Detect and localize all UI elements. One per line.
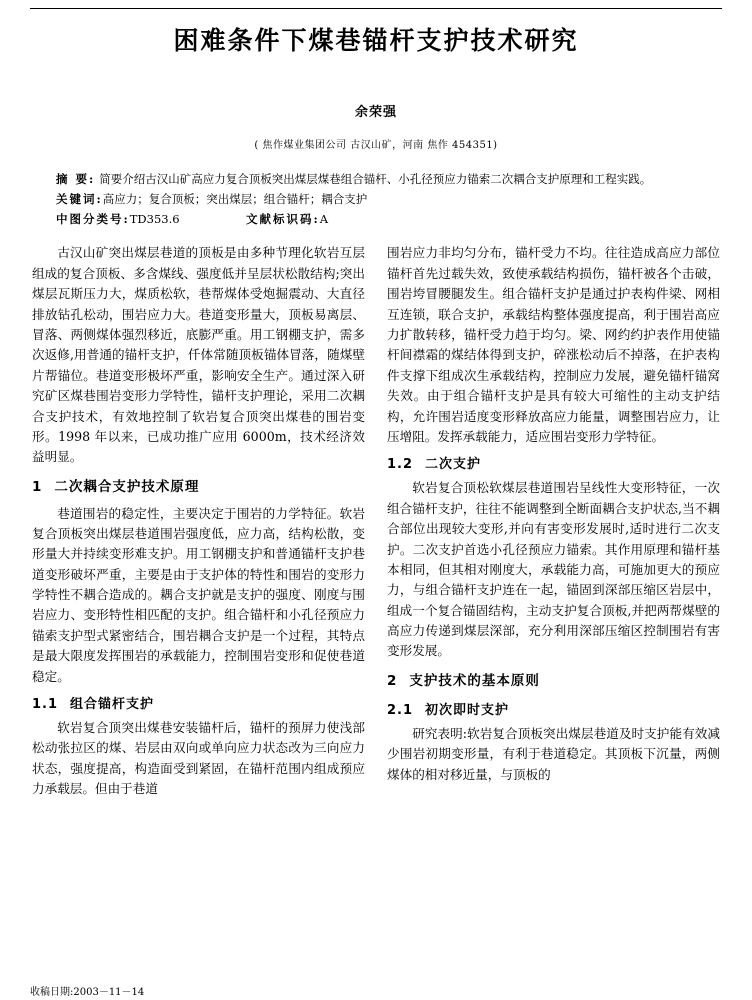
page-title: 困难条件下煤巷锚杆支护技术研究 <box>173 26 579 55</box>
doc-code-value: A <box>319 212 329 227</box>
clc-label: 中图分类号: <box>56 212 130 227</box>
footer <box>30 983 144 998</box>
received-date: 收稿日期:2003－11－14 <box>30 987 145 998</box>
body-paragraph: 巷道围岩的稳定性，主要决定于围岩的力学特征。软岩复合顶板突出煤层巷道围岩强度低，应力高，结构松散，变形量大并持续变形难支护。用工钢棚支护和普通锚杆支护巷道变形破坏严重，主要是由于支护体的特性和围岩的变形力学特性不耦合造成的。耦合支护就是支护的强度、刚度与围岩应力、变形特性相匹配的支护。组合锚杆和小孔径预应力锚索支护型式紧密结合，围岩耦合支护是一个过程，其特点是最大限度发挥围岩的承载能力，控制围岩变形和促使巷道稳定。 <box>32 505 365 684</box>
paper-metadata <box>30 169 722 229</box>
body-paragraph: 研究表明:软岩复合顶板突出煤层巷道及时支护能有效减少围岩初期变形量，有利于巷道稳定。其顶板下沉量，两侧煤体的相对移近量，与顶板的 <box>387 725 720 782</box>
body-paragraph: 软岩复合顶松软煤层巷道围岩呈线性大变形特征，一次组合锚杆支护，往往不能调整到全断面耦合支护状态,当不耦合部位出现较大变形,并向有害变形发展时,适时进行二次支护。二次支护首选小孔径预应力锚索。其作用原理和锚杆基本相同，但其相对刚度大，承载能力高，可施加更大的预应力，与组合锚杆支护连在一起，锚固到深部压缩区岩层中，组成一个复合锚固结构，主动支护复合顶板,并把两帮煤壁的高应力传递到煤层深部，充分利用深部压缩区控制围岩有害变形发展。 <box>387 480 720 659</box>
subsection-heading <box>387 700 720 721</box>
body-paragraph: 围岩应力非均匀分布，锚杆受力不均。往往造成高应力部位锚杆首先过载失效，致使承载结构损伤，锚杆被各个击破，围岩垮冒腰腿发生。组合锚杆支护是通过护表构件梁、网相互连锁，联合支护，承载结构整体强度提高，利于围岩高应力扩散转移，锚杆受力趋于均匀。梁、网约约护表作用使锚杆间襟霜的煤结体得到支护，碎涨松动后不掉落，在护表构件支撑下组成次生承载结构，控制应力发展，避免锚杆锚窝失效。由于组合锚杆支护是具有较大可缩性的主动支护结构，允许围岩适度变形释放高应力能量，调整围岩应力，让压增阻。发挥承载能力，适应围岩变形力学特征。 <box>387 245 720 444</box>
subsection-heading <box>32 694 365 715</box>
section-title: 二次耦合支护技术原理 <box>54 478 200 495</box>
subsection-title: 二次支护 <box>425 457 482 473</box>
doc-code-label: 文献标识码: <box>246 212 320 227</box>
section-heading <box>387 671 720 693</box>
subsection-number: 2.1 <box>387 702 414 718</box>
keywords-block <box>56 189 696 209</box>
keywords-label: 关键词: <box>56 192 103 207</box>
doc-code-group <box>246 209 328 229</box>
abstract-text: 简要介绍古汉山矿高应力复合顶板突出煤层煤巷组合锚杆、小孔径预应力锚索二次耦合支护原理和工程实践。 <box>99 172 652 186</box>
keywords-text: 高应力；复合顶板；突出煤层；组合锚杆；耦合支护 <box>102 192 368 207</box>
column-left <box>32 243 365 799</box>
subsection-number: 1.2 <box>387 457 414 473</box>
top-divider <box>30 8 722 9</box>
abstract-label: 摘 要: <box>56 172 96 186</box>
body-paragraph: 软岩复合顶突出煤巷安装锚杆后，锚杆的预屏力使浅部松动张拉区的煤、岩层由双向或单向应力状态改为三向应力状态，强度提高，构造面受到紧固，在锚杆范围内组成预应力承载层。但由于巷道 <box>32 720 365 797</box>
subsection-number: 1.1 <box>32 697 59 713</box>
author-name: 余荣强 <box>354 105 397 120</box>
section-number: 2 <box>387 672 398 689</box>
section-title: 支护技术的基本原则 <box>409 672 540 689</box>
body-paragraph: 古汉山矿突出煤层巷道的顶板是由多种节理化软岩互层组成的复合顶板、多含煤线、强度低并呈层状松散结构;突出煤层瓦斯压力大，煤质松软，巷帮煤体受炮掘震动、大直径排放钻孔松动，围岩应力大。巷道变形量大，顶板易离层、冒落、两侧煤体强烈移近，底膨严重。用工钢棚支护，需多次返修,用普通的锚杆支护，仟体常随顶板锚体冒落，随煤壁片帮锚位。巷道变形极坏严重，影响安全生产。通过深入研究矿区煤巷围岩变形力学特性，锚杆支护理论，采用二次耦合支护技术，有效地控制了软岩复合顶突出煤巷的围岩变形。1998 年以来，已成功推广应用 6000m，技术经济效益明显。 <box>32 245 365 465</box>
section-number: 1 <box>32 478 43 495</box>
column-right <box>387 243 720 799</box>
subsection-heading <box>387 454 720 475</box>
subsection-title: 组合锚杆支护 <box>70 697 155 713</box>
clc-group <box>56 209 246 229</box>
author-affiliation: ( 焦作煤业集团公司 古汉山矿，河南 焦作 454351) <box>254 140 498 151</box>
abstract-block <box>56 169 696 189</box>
section-heading <box>32 477 365 499</box>
classification-block <box>56 209 696 229</box>
body-columns <box>30 243 722 799</box>
clc-value: TD353.6 <box>129 212 180 227</box>
subsection-title: 初次即时支护 <box>425 702 510 718</box>
